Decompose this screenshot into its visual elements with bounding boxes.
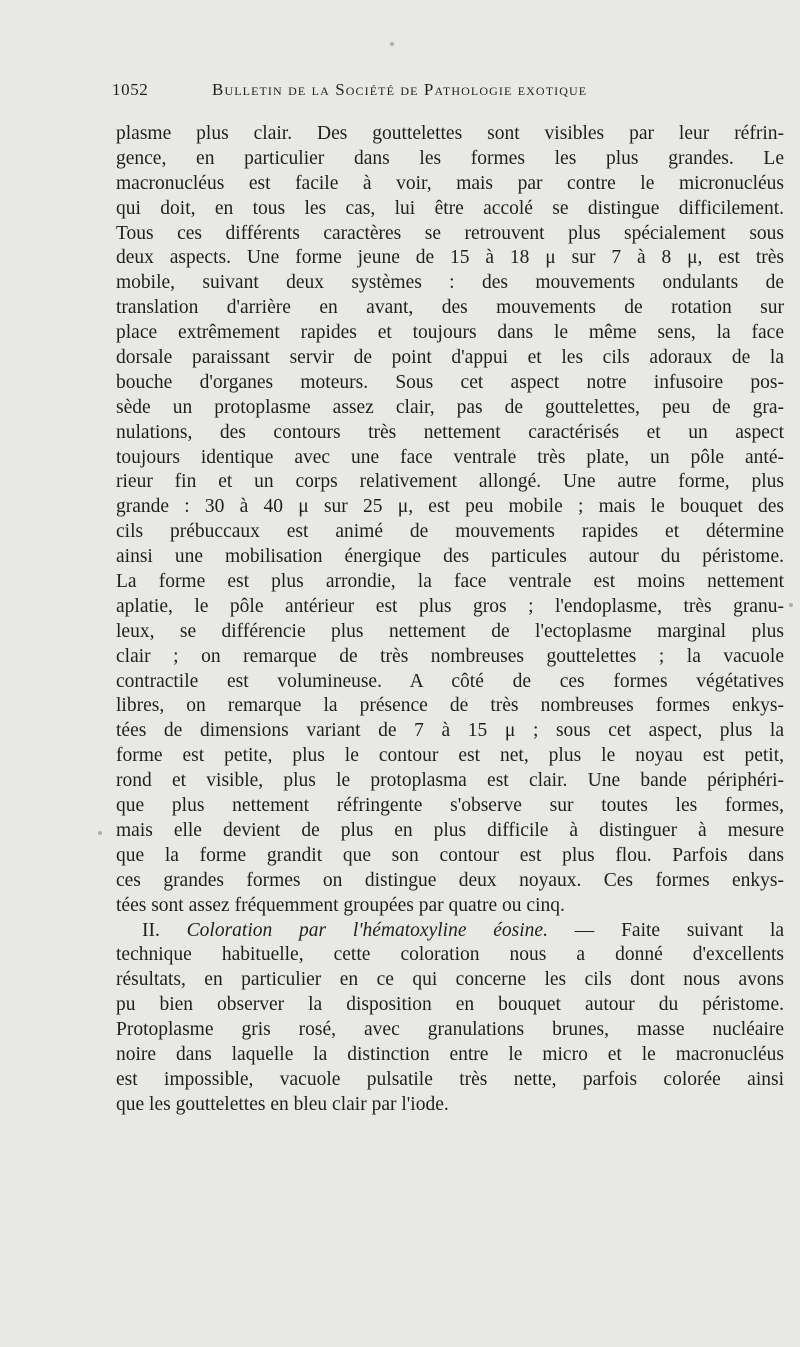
text-line: tées de dimensions variant de 7 à 15 μ ; sous cet aspect, plus la (116, 720, 784, 742)
text-line: nulations, des contours très nettement caractérisés et un aspect (116, 421, 784, 443)
text-line: translation d'arrière en avant, des mouvements de rotation sur (116, 297, 784, 319)
text-line: toujours identique avec une face ventrale très plate, un pôle anté- (116, 446, 784, 468)
paragraph-last-line: tées sont assez fréquemment groupées par quatre ou cinq. (116, 894, 565, 916)
page-number: 1052 (112, 80, 149, 99)
text-line: sède un protoplasme assez clair, pas de gouttelettes, peu de gra- (116, 396, 784, 418)
text-line: deux aspects. Une forme jeune de 15 à 18 μ sur 7 à 8 μ, est très (116, 247, 784, 269)
ink-speck (98, 831, 102, 835)
text-line: rond et visible, plus le protoplasma est clair. Une bande périphéri- (116, 770, 784, 792)
text-line: macronucléus est facile à voir, mais par contre le micronucléus (116, 172, 784, 194)
ink-speck (789, 603, 793, 607)
text-line: libres, on remarque la présence de très nombreuses formes enkys- (116, 695, 784, 717)
text-line: résultats, en particulier en ce qui concerne les cils dont nous avons (116, 969, 784, 991)
text-line: que la forme grandit que son contour est plus flou. Parfois dans (116, 844, 784, 866)
text-line: La forme est plus arrondie, la face ventrale est moins nettement (116, 571, 784, 593)
text-line: rieur fin et un corps relativement allongé. Une autre forme, plus (116, 471, 784, 493)
text-line: est impossible, vacuole pulsatile très nette, parfois colorée ainsi (116, 1068, 784, 1090)
text-line: cils prébuccaux est animé de mouvements rapides et détermine (116, 521, 784, 543)
text-line: ainsi une mobilisation énergique des particules autour du péristome. (116, 546, 784, 568)
text-line: grande : 30 à 40 μ sur 25 μ, est peu mobile ; mais le bouquet des (116, 496, 784, 518)
text-line: ces grandes formes on distingue deux noyaux. Ces formes enkys- (116, 869, 784, 891)
text-line: leux, se différencie plus nettement de l'ectoplasme marginal plus (116, 620, 784, 642)
text-line: forme est petite, plus le contour est net, plus le noyau est petit, (116, 745, 784, 767)
text-line: technique habituelle, cette coloration nous a donné d'excellents (116, 944, 784, 966)
text-line: gence, en particulier dans les formes les plus grandes. Le (116, 147, 784, 169)
text-line: qui doit, en tous les cas, lui être accolé se distingue difficilement. (116, 197, 784, 219)
text-line: contractile est volumineuse. A côté de ces formes végétatives (116, 670, 784, 692)
section-first-line-text: Faite suivant la (621, 919, 785, 941)
body-text (116, 122, 784, 1118)
text-line: Protoplasme gris rosé, avec granulations brunes, masse nucléaire (116, 1019, 784, 1041)
paragraph-last-line: que les gouttelettes en bleu clair par l'iode. (116, 1093, 449, 1115)
text-line: mobile, suivant deux systèmes : des mouvements ondulants de (116, 272, 784, 294)
section-label: II. (142, 919, 160, 941)
running-title: Bulletin de la Société de Pathologie exotique (212, 80, 588, 99)
text-line: noire dans laquelle la distinction entre le micro et le macronucléus (116, 1043, 784, 1065)
ink-speck (390, 42, 394, 46)
section-heading-line (116, 919, 784, 944)
text-line: bouche d'organes moteurs. Sous cet aspect notre infusoire pos- (116, 371, 784, 393)
section-title: Coloration par l'hématoxyline éosine. (186, 919, 548, 941)
page-header (112, 80, 682, 106)
text-line: plasme plus clair. Des gouttelettes sont visibles par leur réfrin- (116, 123, 784, 144)
text-line: dorsale paraissant servir de point d'appui et les cils adoraux de la (116, 347, 784, 369)
text-line: aplatie, le pôle antérieur est plus gros ; l'endoplasme, très granu- (116, 595, 784, 617)
text-line: que plus nettement réfringente s'observe sur toutes les formes, (116, 795, 784, 817)
text-line: mais elle devient de plus en plus difficile à distinguer à mesure (116, 819, 784, 841)
text-line: pu bien observer la disposition en bouquet autour du péristome. (116, 994, 784, 1016)
text-line: clair ; on remarque de très nombreuses gouttelettes ; la vacuole (116, 645, 784, 667)
text-line: Tous ces différents caractères se retrouvent plus spécialement sous (116, 222, 784, 244)
text-line: place extrêmement rapides et toujours dans le même sens, la face (116, 322, 784, 344)
section-dash: — (574, 919, 595, 941)
